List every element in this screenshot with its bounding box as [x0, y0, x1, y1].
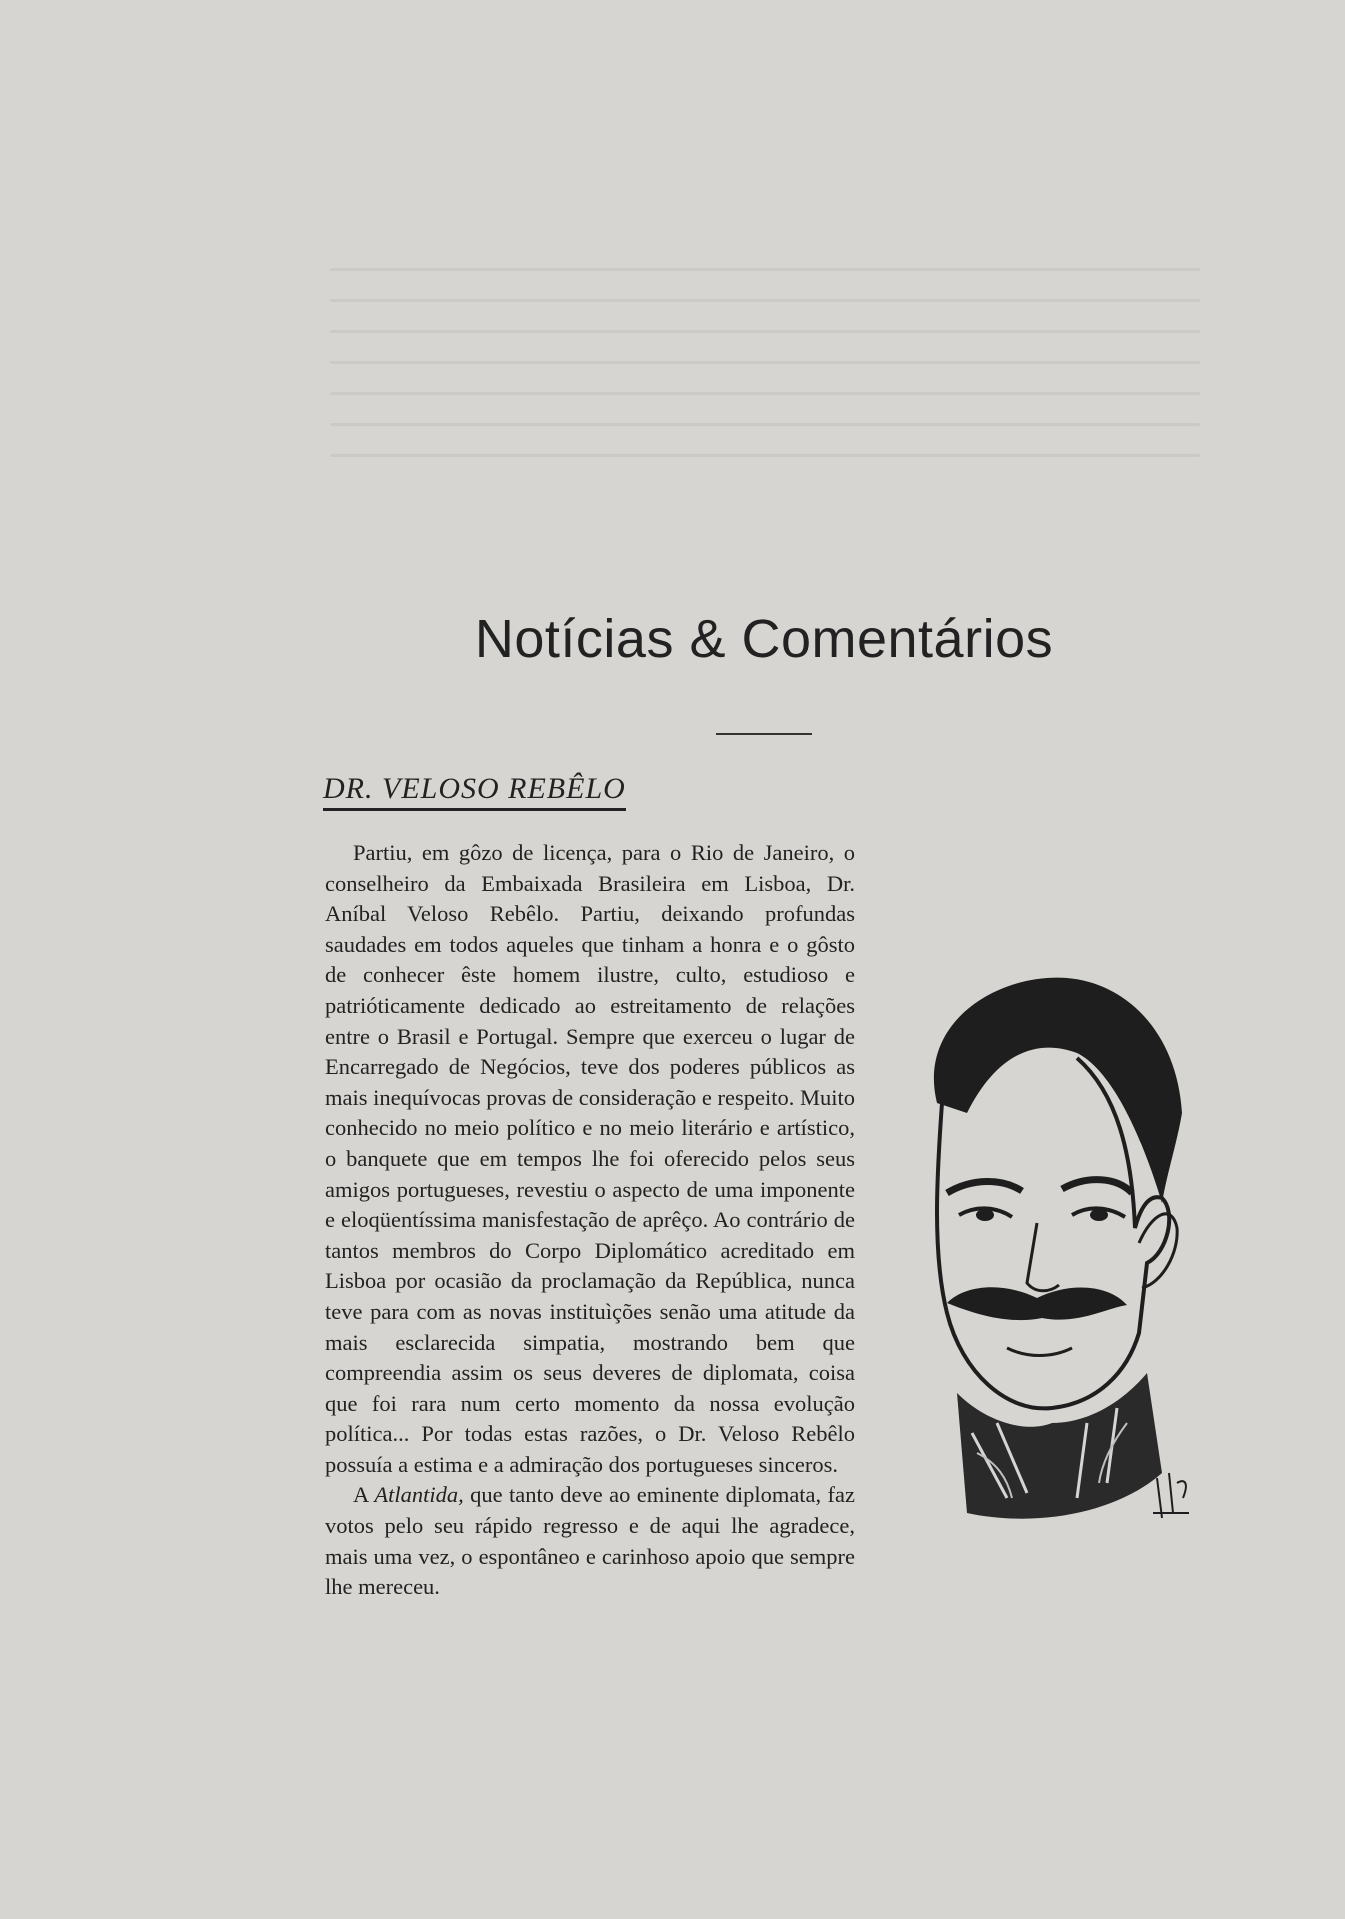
article-paragraph-1: Partiu, em gôzo de licença, para o Rio de Janeiro, o conselheiro da Embaixada Brasileira em Lisboa, Dr. Aníbal Veloso Rebêlo. Partiu, deixando profundas saudades em todos aqueles que tinham a honra e o gôsto de conhecer êste homem ilustre, culto, estudioso e patrióticamente dedicado ao estreitamento de relações entre o Brasil e Portugal. Sempre que exerceu o lugar de Encarregado de Negócios, teve dos poderes públicos as mais inequívocas provas de consideração e respeito. Muito conhecido no meio político e no meio literário e artístico, o banquete que em tempos lhe foi oferecido pelos seus amigos portugueses, revestiu o aspecto de uma imponente e eloqüentíssima manisfestação de aprêço. Ao contrário de tantos membros do Corpo Diplomático acreditado em Lisboa por ocasião da proclamação da República, nunca teve para com as novas instituìções senão uma atitude da mais esclarecida simpatia, mostrando bem que compreendia assim os seus deveres de diplomata, coisa que foi rara num certo momento da nossa evolução política... Por todas estas razões, o Dr. Veloso Rebêlo possuía a estima e a admiração dos portugueses sinceros. [325, 840, 855, 1477]
paragraph-2-rest: que tanto deve ao eminente diplomata, faz votos pelo seu rápido regresso e de aqui lhe agradece, mais uma vez, o espontâneo e carinhoso apoio que sempre lhe mereceu. [325, 1482, 855, 1600]
page-title: Notícias & Comentários [474, 609, 1054, 669]
paragraph-2-prefix: A [353, 1482, 375, 1508]
bleed-through-texture [330, 240, 1200, 540]
portrait-illustration-icon [877, 953, 1207, 1553]
article-heading: DR. VELOSO REBÊLO [323, 772, 626, 811]
portrait [877, 953, 1207, 1543]
signature-icon [1153, 1473, 1189, 1518]
title-divider [716, 733, 812, 735]
publication-name: Atlantida, [374, 1482, 464, 1508]
article-body [325, 838, 1195, 1603]
